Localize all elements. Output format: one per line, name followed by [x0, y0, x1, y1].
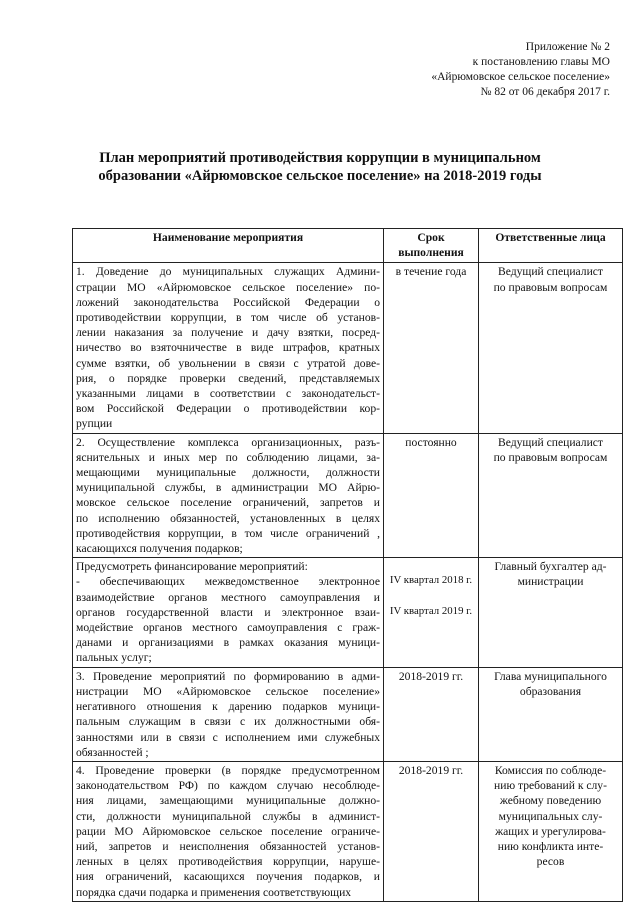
- description-line: ничество во взяточничестве в виде штрафов, кратных: [76, 341, 380, 355]
- appendix-line: «Айрюмовское сельское поселение»: [431, 71, 610, 83]
- description-line: рупции: [76, 417, 113, 431]
- responsible-line: Глава муниципального: [494, 669, 607, 683]
- responsible-line: жебному поведению: [499, 794, 602, 808]
- responsible-line: нию требований к слу-: [494, 779, 607, 793]
- responsible-line: министрации: [517, 575, 584, 589]
- description-line: пальным служащим в связи с их должностными обя-: [76, 715, 380, 729]
- term-line: IV квартал 2018 г.: [389, 574, 473, 587]
- description-line: рия, о порядке проверки сведений, представляемых: [76, 371, 380, 385]
- activity-description: [73, 667, 384, 761]
- description-line: данами и организациями в рамках оказания муници-: [76, 636, 380, 650]
- description-line: ния лицами, замещающими муниципальные должно-: [76, 794, 380, 808]
- activity-description: [73, 761, 384, 901]
- responsible-line: ресов: [536, 855, 565, 869]
- description-line: сумме взятки, об увольнении в связи с утратой дове-: [76, 356, 380, 370]
- description-line: органов государственной власти и электронное взаи-: [76, 605, 380, 619]
- activity-description: [73, 433, 384, 558]
- description-line: указанными лицами в соответствии с законодательст-: [76, 387, 380, 401]
- description-line: 1. Доведение до муниципальных служащих Админи-: [76, 265, 380, 279]
- header-term-line: выполнения: [398, 246, 464, 260]
- description-line: 3. Проведение мероприятий по формированию в адми-: [76, 669, 380, 683]
- header-responsible: Ответственные лица: [479, 229, 623, 263]
- table-row: [73, 761, 623, 901]
- responsible-line: жащих и урегулирова-: [495, 824, 606, 838]
- description-line: мовское сельское поселение ограничений, запретов и: [76, 496, 380, 510]
- responsible-line: Ведущий специалист: [497, 435, 603, 449]
- description-line: нистрации МО «Айрюмовское сельское поселение»: [76, 684, 380, 698]
- table-row: [73, 558, 623, 667]
- activity-description: [73, 558, 384, 667]
- description-line: взаимодействие органов местного самоуправления и: [76, 590, 380, 604]
- description-line: муниципальной службы, в администрации МО Айрю-: [76, 481, 380, 495]
- description-line: 4. Проведение проверки (в порядке предусмотренном: [76, 763, 380, 777]
- description-line: сти, должности муниципальной службы в админист-: [76, 809, 380, 823]
- responsible-line: Главный бухгалтер ад-: [494, 560, 607, 574]
- term-line: в течение года: [395, 265, 467, 279]
- activity-term: [384, 433, 479, 558]
- table-row: [73, 433, 623, 558]
- description-line: обязанностей ;: [76, 745, 149, 759]
- description-line: лении наказания за получение и дачу взятки, посред-: [76, 326, 380, 340]
- description-line: ний, запретов и неисполнения обязанностей установ-: [76, 839, 380, 853]
- description-line: яснительных и иных мер по соблюдению лицами, за-: [76, 450, 380, 464]
- title-line: образовании «Айрюмовское сельское поселение» на 2018-2019 годы: [98, 168, 542, 184]
- appendix-line: Приложение № 2: [525, 41, 610, 53]
- responsible-line: нию конфликта инте-: [497, 839, 604, 853]
- activity-description: [73, 263, 384, 433]
- description-line: ложений законодательства Российской Федерации о: [76, 295, 380, 309]
- description-line: 2. Осуществление комплекса организационных, разъ-: [76, 435, 380, 449]
- header-term: [384, 229, 479, 263]
- responsible-line: Ведущий специалист: [497, 265, 603, 279]
- description-line: по исполнению обязанностей, установленных в целях: [76, 511, 380, 525]
- description-line: вом Российской Федерации о противодействии кор-: [76, 402, 380, 416]
- responsible-line: муниципальных слу-: [498, 809, 603, 823]
- description-line: негативного отношения к дарению подарков муници-: [76, 700, 380, 714]
- description-line: рации МО Айрюмовское сельское поселение ограниче-: [76, 824, 380, 838]
- responsible-line: по правовым вопросам: [493, 280, 608, 294]
- description-line: противодействия коррупции, в том числе ограничений ,: [76, 526, 380, 540]
- header-name: Наименование мероприятия: [73, 229, 384, 263]
- description-line: Предусмотреть финансирование мероприятий:: [76, 560, 308, 574]
- document-title: [60, 149, 580, 185]
- term-line: 2018-2019 гг.: [398, 763, 464, 777]
- description-line: занностями или в связи с исполнением ими служебных: [76, 730, 380, 744]
- activity-responsible: [479, 761, 623, 901]
- appendix-header: [431, 40, 610, 100]
- responsible-line: по правовым вопросам: [493, 450, 608, 464]
- responsible-line: образования: [519, 684, 582, 698]
- description-line: ния ограничений, касающихся поучения подарков, и: [76, 870, 380, 884]
- activity-responsible: [479, 558, 623, 667]
- table-header-row: [73, 229, 623, 263]
- description-line: касающихся получения подарков;: [76, 542, 243, 556]
- activity-term: [384, 263, 479, 433]
- description-line: модействие органов местного самоуправления с граж-: [76, 621, 380, 635]
- activity-term: [384, 667, 479, 761]
- activity-responsible: [479, 667, 623, 761]
- term-line: постоянно: [405, 435, 457, 449]
- activity-term: [384, 761, 479, 901]
- title-line: План мероприятий противодействия коррупции в муниципальном: [99, 150, 541, 166]
- activity-term: [384, 558, 479, 667]
- plan-table: [72, 228, 623, 902]
- term-line: 2018-2019 гг.: [398, 669, 464, 683]
- activity-responsible: [479, 433, 623, 558]
- appendix-line: № 82 от 06 декабря 2017 г.: [480, 86, 610, 98]
- description-line: пальных услуг;: [76, 651, 152, 665]
- table-row: [73, 263, 623, 433]
- activity-responsible: [479, 263, 623, 433]
- description-line: - обеспечивающих межведомственное электронное: [76, 575, 380, 589]
- description-line: мещающими муниципальные должности, должности: [76, 466, 380, 480]
- appendix-line: к постановлению главы МО: [472, 56, 610, 68]
- description-line: порядка сдачи подарка и применения соответствующих: [76, 885, 352, 899]
- description-line: ленных в целях противодействия коррупции, наруше-: [76, 855, 380, 869]
- term-line: IV квартал 2019 г.: [389, 605, 473, 618]
- responsible-line: Комиссия по соблюде-: [494, 763, 607, 777]
- description-line: противодействии коррупции, в том числе об установ-: [76, 311, 380, 325]
- description-line: законодательством РФ) по каждом случаю несоблюде-: [76, 779, 380, 793]
- description-line: страции МО «Айрюмовское сельское поселение» по-: [76, 280, 380, 294]
- header-term-line: Срок: [417, 231, 445, 244]
- table-row: [73, 667, 623, 761]
